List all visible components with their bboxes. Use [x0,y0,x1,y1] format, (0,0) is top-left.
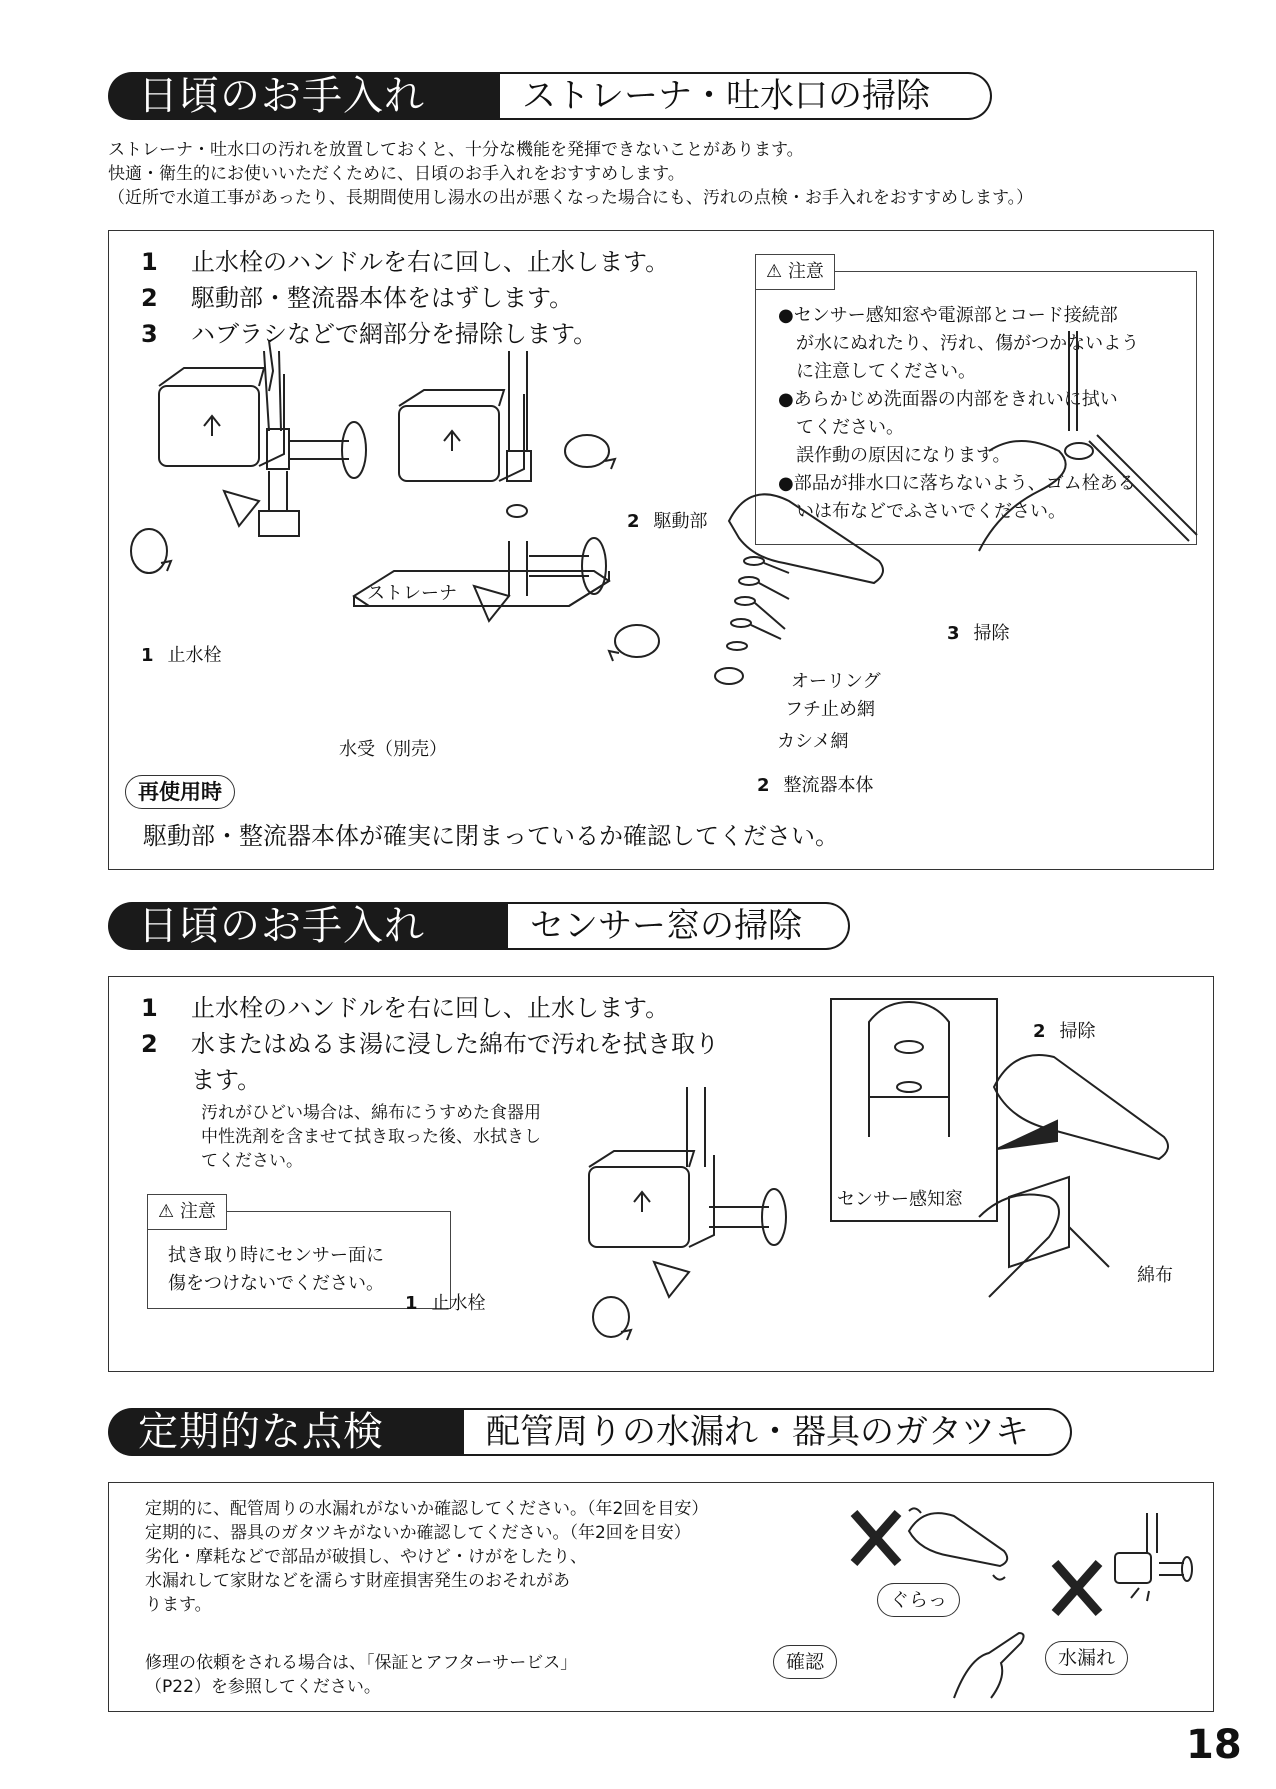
step-number: 2 [141,1030,158,1058]
step-text: 止水栓のハンドルを右に回し、止水します。 [191,248,670,276]
caution-line: ●あらかじめ洗面器の内部をきれいに拭い [778,389,1118,410]
caution-label: 注意 [179,1201,216,1222]
step-text: 駆動部・整流器本体をはずします。 [191,284,574,312]
intro-line: ストレーナ・吐水口の汚れを放置しておくと、十分な機能を発揮できないことがあります。 [108,140,804,160]
sensor-window-detail [869,1002,949,1137]
step-number: 3 [141,320,158,348]
section1-box [108,230,1214,870]
leak-tag: 水漏れ [1045,1641,1128,1675]
note-line: 中性洗剤を含ませて拭き取った後、水拭きし [201,1127,541,1147]
spout-illustration [715,494,883,684]
step-2 [141,281,573,315]
text-line: 劣化・摩耗などで部品が破損し、やけど・けがをしたり、 [145,1547,587,1567]
caution-line: に注意してください。 [778,361,976,382]
section1-intro [108,138,1033,210]
text-line: （P22）を参照してください。 [145,1677,381,1697]
section3-box [108,1482,1214,1712]
label-o-ring: オーリング [791,671,881,692]
label-strainer: ストレーナ [367,583,457,604]
section1-subtitle: ストレーナ・吐水口の掃除 [500,72,992,120]
section3-subtitle: 配管周りの水漏れ・器具のガタツキ [464,1408,1072,1456]
text-line: 水漏れして家財などを濡らす財産損害発生のおそれがあ [145,1571,570,1591]
section2-title: 日頃のお手入れ [108,902,508,950]
step-1 [141,245,669,279]
label-text: 掃除 [1059,1021,1096,1042]
rotate-arrow-icon [565,435,615,469]
caution-line: 傷をつけないでください。 [168,1273,384,1294]
label-stop-valve [405,1293,486,1315]
step-number: 1 [141,248,158,276]
section2-box [108,976,1214,1372]
text-line: ります。 [145,1595,212,1615]
label-text: 止水栓 [167,645,222,666]
text-line: 定期的に、器具のガタツキがないか確認してください。（年2回を目安） [145,1523,691,1543]
valve-assembly [589,1087,786,1340]
text-line: 修理の依頼をされる場合は、「保証とアフターサービス」 [145,1653,578,1673]
section1-title: 日頃のお手入れ [108,72,500,120]
intro-line: 快適・衛生的にお使いいただくために、日頃のお手入れをおすすめします。 [108,164,685,184]
step-number: 2 [141,284,158,312]
leaking-valve [1115,1513,1192,1601]
label-cloth: 綿布 [1137,1265,1173,1286]
page-number: 18 [1186,1722,1242,1768]
reuse-text: 駆動部・整流器本体が確実に閉まっているか確認してください。 [143,822,839,850]
label-text: 止水栓 [431,1293,486,1314]
caution-tag [755,254,835,290]
label-rectifier [757,775,874,797]
label-number: 3 [947,623,960,644]
reuse-tag: 再使用時 [125,775,235,809]
step-text: 水またはぬるま湯に浸した綿布で汚れを拭き取り [191,1030,719,1058]
label-fuchi-net: フチ止め網 [785,699,875,720]
warning-icon: ⚠ [158,1201,175,1222]
caution-line: いは布などでふさいでください。 [778,501,1066,522]
section3-title: 定期的な点検 [108,1408,464,1456]
note-line: 汚れがひどい場合は、綿布にうすめた食器用 [201,1103,541,1123]
step-2-continued: ます。 [191,1066,262,1094]
hand-cloth-illustration [979,1177,1109,1297]
label-clean [1033,1021,1096,1043]
rotate-arrow-icon [131,529,171,573]
rotate-arrow-icon [609,625,659,661]
caution-line: 誤作動の原因になります。 [778,445,1011,466]
label-text: 整流器本体 [783,775,874,796]
cleaning-illustration [979,331,1197,551]
label-number: 2 [757,775,770,796]
caution-line: ●部品が排水口に落ちないよう、ゴム栓ある [778,473,1136,494]
label-kashime-net: カシメ網 [777,731,849,752]
warning-icon: ⚠ [766,261,783,282]
sensor-window-detail-frame [831,999,997,1221]
caution-line: 拭き取り時にセンサー面に [168,1245,384,1266]
valve-assembly-middle [354,351,609,621]
wobbling-spout [909,1508,1007,1579]
intro-line: （近所で水道工事があったり、長期間使用し湯水の出が悪くなった場合にも、汚れの点検・お手入れをおすすめします。） [108,188,1034,208]
check-tag: 確認 [773,1645,837,1679]
label-sensor-window: センサー感知窓 [837,1189,963,1210]
faucet-illustration [109,331,1209,761]
label-drive [627,511,708,533]
wobble-tag: ぐらっ [877,1583,960,1617]
spout-illustration [994,1055,1168,1159]
caution-line: ●センサー感知窓や電源部とコード接続部 [778,305,1118,326]
label-number: 1 [141,645,154,666]
caution-label: 注意 [787,261,824,282]
label-text: 駆動部 [653,511,708,532]
label-number: 2 [627,511,640,532]
cross-mark-icon [1055,1563,1099,1613]
label-clean [947,623,1010,645]
label-number: 2 [1033,1021,1046,1042]
caution-line: てください。 [778,417,904,438]
cross-mark-icon [854,1513,898,1563]
step-text: 止水栓のハンドルを右に回し、止水します。 [191,994,670,1022]
label-stop-valve [141,645,222,667]
label-text: 掃除 [973,623,1010,644]
step-text: ハブラシなどで網部分を掃除します。 [191,320,598,348]
text-line: 定期的に、配管周りの水漏れがないか確認してください。（年2回を目安） [145,1499,709,1519]
step-number: 1 [141,994,158,1022]
section2-subtitle: センサー窓の掃除 [508,902,850,950]
label-number: 1 [405,1293,418,1314]
label-water-tray: 水受（別売） [339,739,447,760]
valve-assembly-left [159,341,366,536]
note-line: てください。 [201,1151,303,1171]
caution-line: が水にぬれたり、汚れ、傷がつかないよう [778,333,1140,354]
inspection-illustration [109,1483,1209,1713]
pointing-hand-icon [954,1633,1024,1698]
